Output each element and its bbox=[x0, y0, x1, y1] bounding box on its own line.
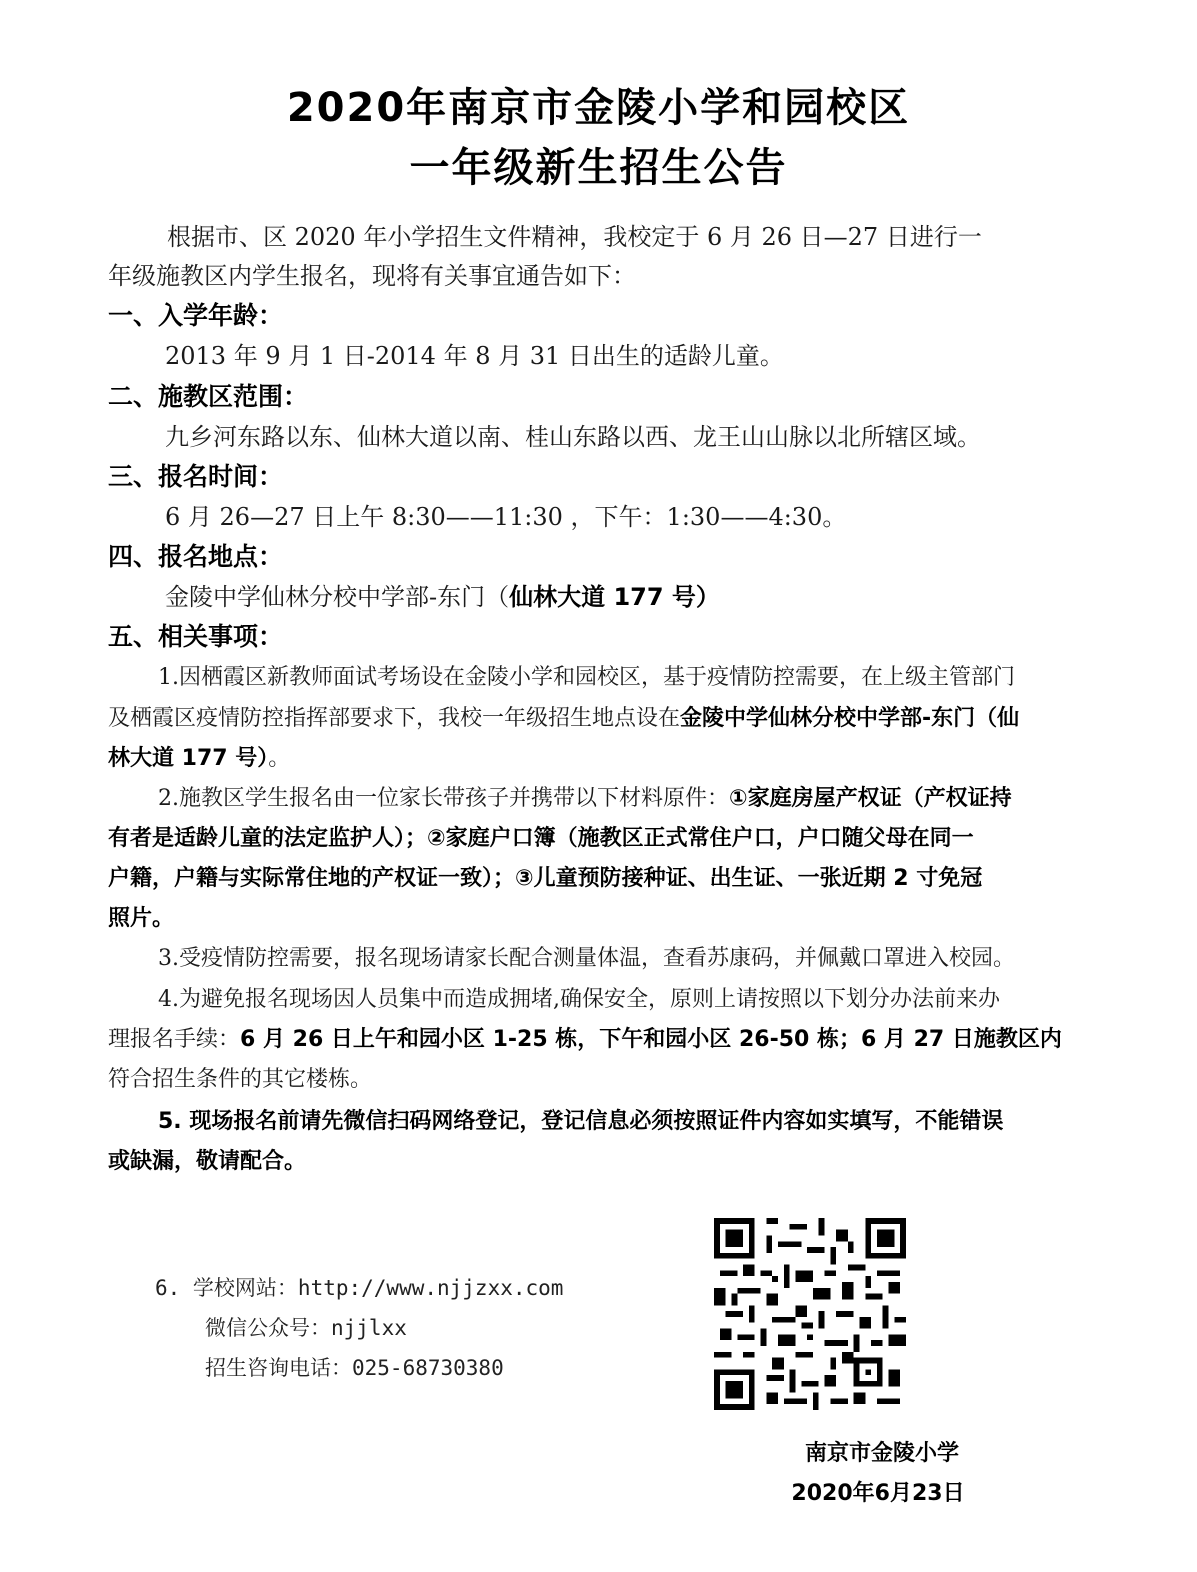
item-2-line-2: 有者是适龄儿童的法定监护人）；②家庭户口簿（施教区正式常住户口，户口随父母在同一 bbox=[108, 826, 974, 851]
section-1-title: 一、入学年龄： bbox=[108, 301, 284, 330]
item-4-line-1: 4.为避免报名现场因人员集中而造成拥堵,确保安全，原则上请按照以下划分办法前来办 bbox=[158, 987, 1000, 1012]
item-4-line-2 bbox=[108, 1023, 1098, 1057]
section-2-title: 二、施教区范围： bbox=[108, 382, 309, 411]
contact-wechat: 微信公众号：njjlxx bbox=[205, 1316, 407, 1340]
notice-title-line1: 2020年南京市金陵小学和园校区 bbox=[286, 85, 911, 131]
item-2-line-1 bbox=[158, 782, 1148, 816]
item-1-line-2-a: 及栖霞区疫情防控指挥部要求下，我校一年级招生地点设在 bbox=[108, 706, 681, 731]
section-3-text: 6 月 26—27 日上午 8:30——11:30 ，下午：1:30——4:30。 bbox=[165, 503, 847, 531]
item-5-line-1: 5. 现场报名前请先微信扫码网络登记，登记信息必须按照证件内容如实填写，不能错误 bbox=[158, 1109, 1004, 1134]
intro-line-1: 根据市、区 2020 年小学招生文件精神，我校定于 6 月 26 日—27 日进行一 bbox=[167, 223, 982, 251]
item-2-line-1-b: ①家庭房屋产权证（产权证持 bbox=[729, 786, 1012, 811]
section-4-text-b: 仙林大道 177 号） bbox=[509, 583, 720, 611]
item-1-line-2 bbox=[108, 702, 1098, 736]
item-4-line-2-b: 6 月 26 日上午和园小区 1-25 栋，下午和园小区 26-50 栋；6 月 27 日施教区内 bbox=[240, 1027, 1062, 1052]
item-2-line-3: 户籍，户籍与实际常住地的产权证一致）；③儿童预防接种证、出生证、一张近期 2 寸免冠 bbox=[108, 866, 983, 891]
item-5-line-2: 或缺漏，敬请配合。 bbox=[108, 1149, 307, 1174]
section-4-text bbox=[165, 580, 1155, 614]
notice-title-line2: 一年级新生招生公告 bbox=[409, 145, 788, 191]
item-2-line-4: 照片。 bbox=[108, 906, 175, 931]
item-1-line-3 bbox=[108, 742, 1098, 776]
intro-line-2: 年级施教区内学生报名，现将有关事宜通告如下： bbox=[108, 262, 636, 290]
contact-phone: 招生咨询电话：025-68730380 bbox=[205, 1356, 504, 1380]
section-1-text: 2013 年 9 月 1 日-2014 年 8 月 31 日出生的适龄儿童。 bbox=[165, 342, 784, 370]
item-3-line-1: 3.受疫情防控需要，报名现场请家长配合测量体温，查看苏康码，并佩戴口罩进入校园。 bbox=[158, 946, 1015, 971]
contact-website: 6. 学校网站：http://www.njjzxx.com bbox=[155, 1276, 564, 1300]
signature-school: 南京市金陵小学 bbox=[804, 1441, 959, 1466]
item-4-line-3: 符合招生条件的其它楼栋。 bbox=[108, 1067, 373, 1092]
section-3-title: 三、报名时间： bbox=[108, 462, 284, 491]
item-1-line-2-b: 金陵中学仙林分校中学部-东门（仙 bbox=[680, 706, 1020, 731]
item-2-line-1-a: 2.施教区学生报名由一位家长带孩子并携带以下材料原件： bbox=[158, 786, 729, 811]
signature-date: 2020年6月23日 bbox=[791, 1481, 965, 1506]
section-5-title: 五、相关事项： bbox=[108, 622, 284, 651]
item-1-line-3-a: 林大道 177 号） bbox=[108, 746, 269, 771]
section-2-text: 九乡河东路以东、仙林大道以南、桂山东路以西、龙王山山脉以北所辖区域。 bbox=[165, 423, 981, 451]
item-1-line-3-b: 。 bbox=[268, 746, 291, 771]
item-4-line-2-a: 理报名手续： bbox=[108, 1027, 241, 1052]
section-4-text-a: 金陵中学仙林分校中学部-东门（ bbox=[165, 583, 510, 611]
item-1-line-1: 1.因栖霞区新教师面试考场设在金陵小学和园校区，基于疫情防控需要，在上级主管部门 bbox=[158, 665, 1015, 690]
wechat-qr-code-icon bbox=[714, 1218, 906, 1410]
section-4-title: 四、报名地点： bbox=[108, 542, 284, 571]
